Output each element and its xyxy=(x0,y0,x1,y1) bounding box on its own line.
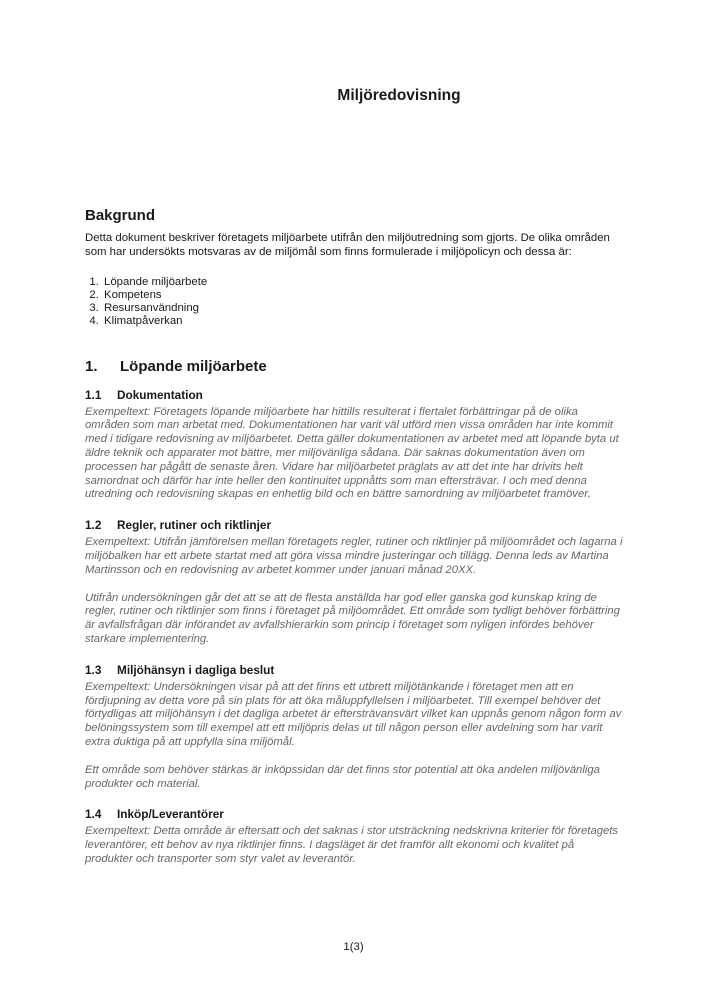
goal-list xyxy=(85,276,625,328)
subsection-number: 1.4 xyxy=(85,807,102,822)
subsection-title: Inköp/Leverantörer xyxy=(117,807,224,822)
example-paragraph: Exempeltext: Detta område är eftersatt och det saknas i stor utsträckning nedskrivna kriterier för företagets leverantörer, ett behov av nya riktlinjer finns. I dagsläget är det framför allt ekonomi och kvalitet på produkter och transporter som styr valet av leverantör. xyxy=(85,825,619,865)
example-paragraph: Exempeltext: Undersökningen visar på att det finns ett utbrett miljötänkande i företaget men att en fördjupning av detta vore på sin plats för att öka måluppfyllelsen i miljöarbetet. Till exempel behöver det förtydligas att miljöhänsyn i det dagliga arbetet är eftersträvansvärt vilket kan uppnås genom någon form av belöningssystem som till exempel att ett miljöpris delas ut till någon person eller avdelning som har varit extra duktiga på att uppfylla sina miljömål. xyxy=(85,680,622,748)
heading-bakgrund: Bakgrund xyxy=(85,207,156,224)
page-number: 1(3) xyxy=(343,941,364,953)
document-title: Miljöredovisning xyxy=(337,87,461,104)
heading-subsection-1-1 xyxy=(85,388,625,402)
list-item: 4. Klimatpåverkan xyxy=(102,315,625,328)
subsection-title: Miljöhänsyn i dagliga beslut xyxy=(117,662,275,677)
example-paragraph: Utifrån undersökningen går det att se att de flesta anställda har god eller ganska god kunskap kring de regler, rutiner och riktlinjer som finns i företaget på miljöområdet. Ett område som tydligt behöver förbättring är avfallsfrågan där införandet av avfallshierarkin som princip i företaget som nyligen infördes behöver starkare implementering. xyxy=(85,591,620,645)
section-number: 1. xyxy=(85,357,98,375)
example-paragraph: Ett område som behöver stärkas är inköpssidan där det finns stor potential att öka andelen miljövänliga produkter och material. xyxy=(85,763,600,790)
example-paragraph: Exempeltext: Utifrån jämförelsen mellan företagets regler, rutiner och riktlinjer på miljöområdet och lagarna i miljöbalken har ett arbete startat med att göra vissa mindre justeringar och tillägg. Denna leds av Martina Martinsson och en redovisning av arbetet kommer under januari månad 20XX. xyxy=(85,536,623,576)
heading-section-1 xyxy=(85,358,625,375)
subsection-number: 1.1 xyxy=(85,387,102,402)
list-item: 1. Löpande miljöarbete xyxy=(102,276,625,289)
subsection-number: 1.2 xyxy=(85,518,102,533)
subsection-title: Regler, rutiner och riktlinjer xyxy=(117,518,272,533)
list-item: 2. Kompetens xyxy=(102,289,625,302)
bakgrund-intro-paragraph: Detta dokument beskriver företagets miljöarbete utifrån den miljöutredning som gjorts. De olika områden som har undersökts motsvaras av de miljömål som finns formulerade i miljöpolicyn och dessa är: xyxy=(85,232,610,258)
heading-subsection-1-3 xyxy=(85,663,625,677)
heading-subsection-1-4 xyxy=(85,807,625,821)
list-item: 3. Resursanvändning xyxy=(102,302,625,315)
document-body xyxy=(85,0,625,881)
section-title: Löpande miljöarbete xyxy=(120,357,267,375)
heading-subsection-1-2 xyxy=(85,518,625,532)
subsection-number: 1.3 xyxy=(85,662,102,677)
example-paragraph: Exempeltext: Företagets löpande miljöarbete har hittills resulterat i flertalet förbättringar på de olika områden som man arbetat med. Dokumentationen har varit väl utförd men vissa områden har inte kommit med i tidigare redovisning av miljöarbetet. Detta gäller dokumentationen av arbetet med att löpande byta ut äldre teknik och apparater mot bättre, mer miljövänliga sådana. Där saknas dokumentation även om processen har pågått de senaste åren. Vidare har miljöarbetet präglats av att det inte har drivits helt samordnat och därför har inte heller den kontinuitet uppnåtts som man eftersträvar. I och med denna utredning och redovisning skapas en enhetlig bild och en bättre samordning av miljöarbetet framöver. xyxy=(85,405,619,501)
subsection-title: Dokumentation xyxy=(117,387,203,402)
